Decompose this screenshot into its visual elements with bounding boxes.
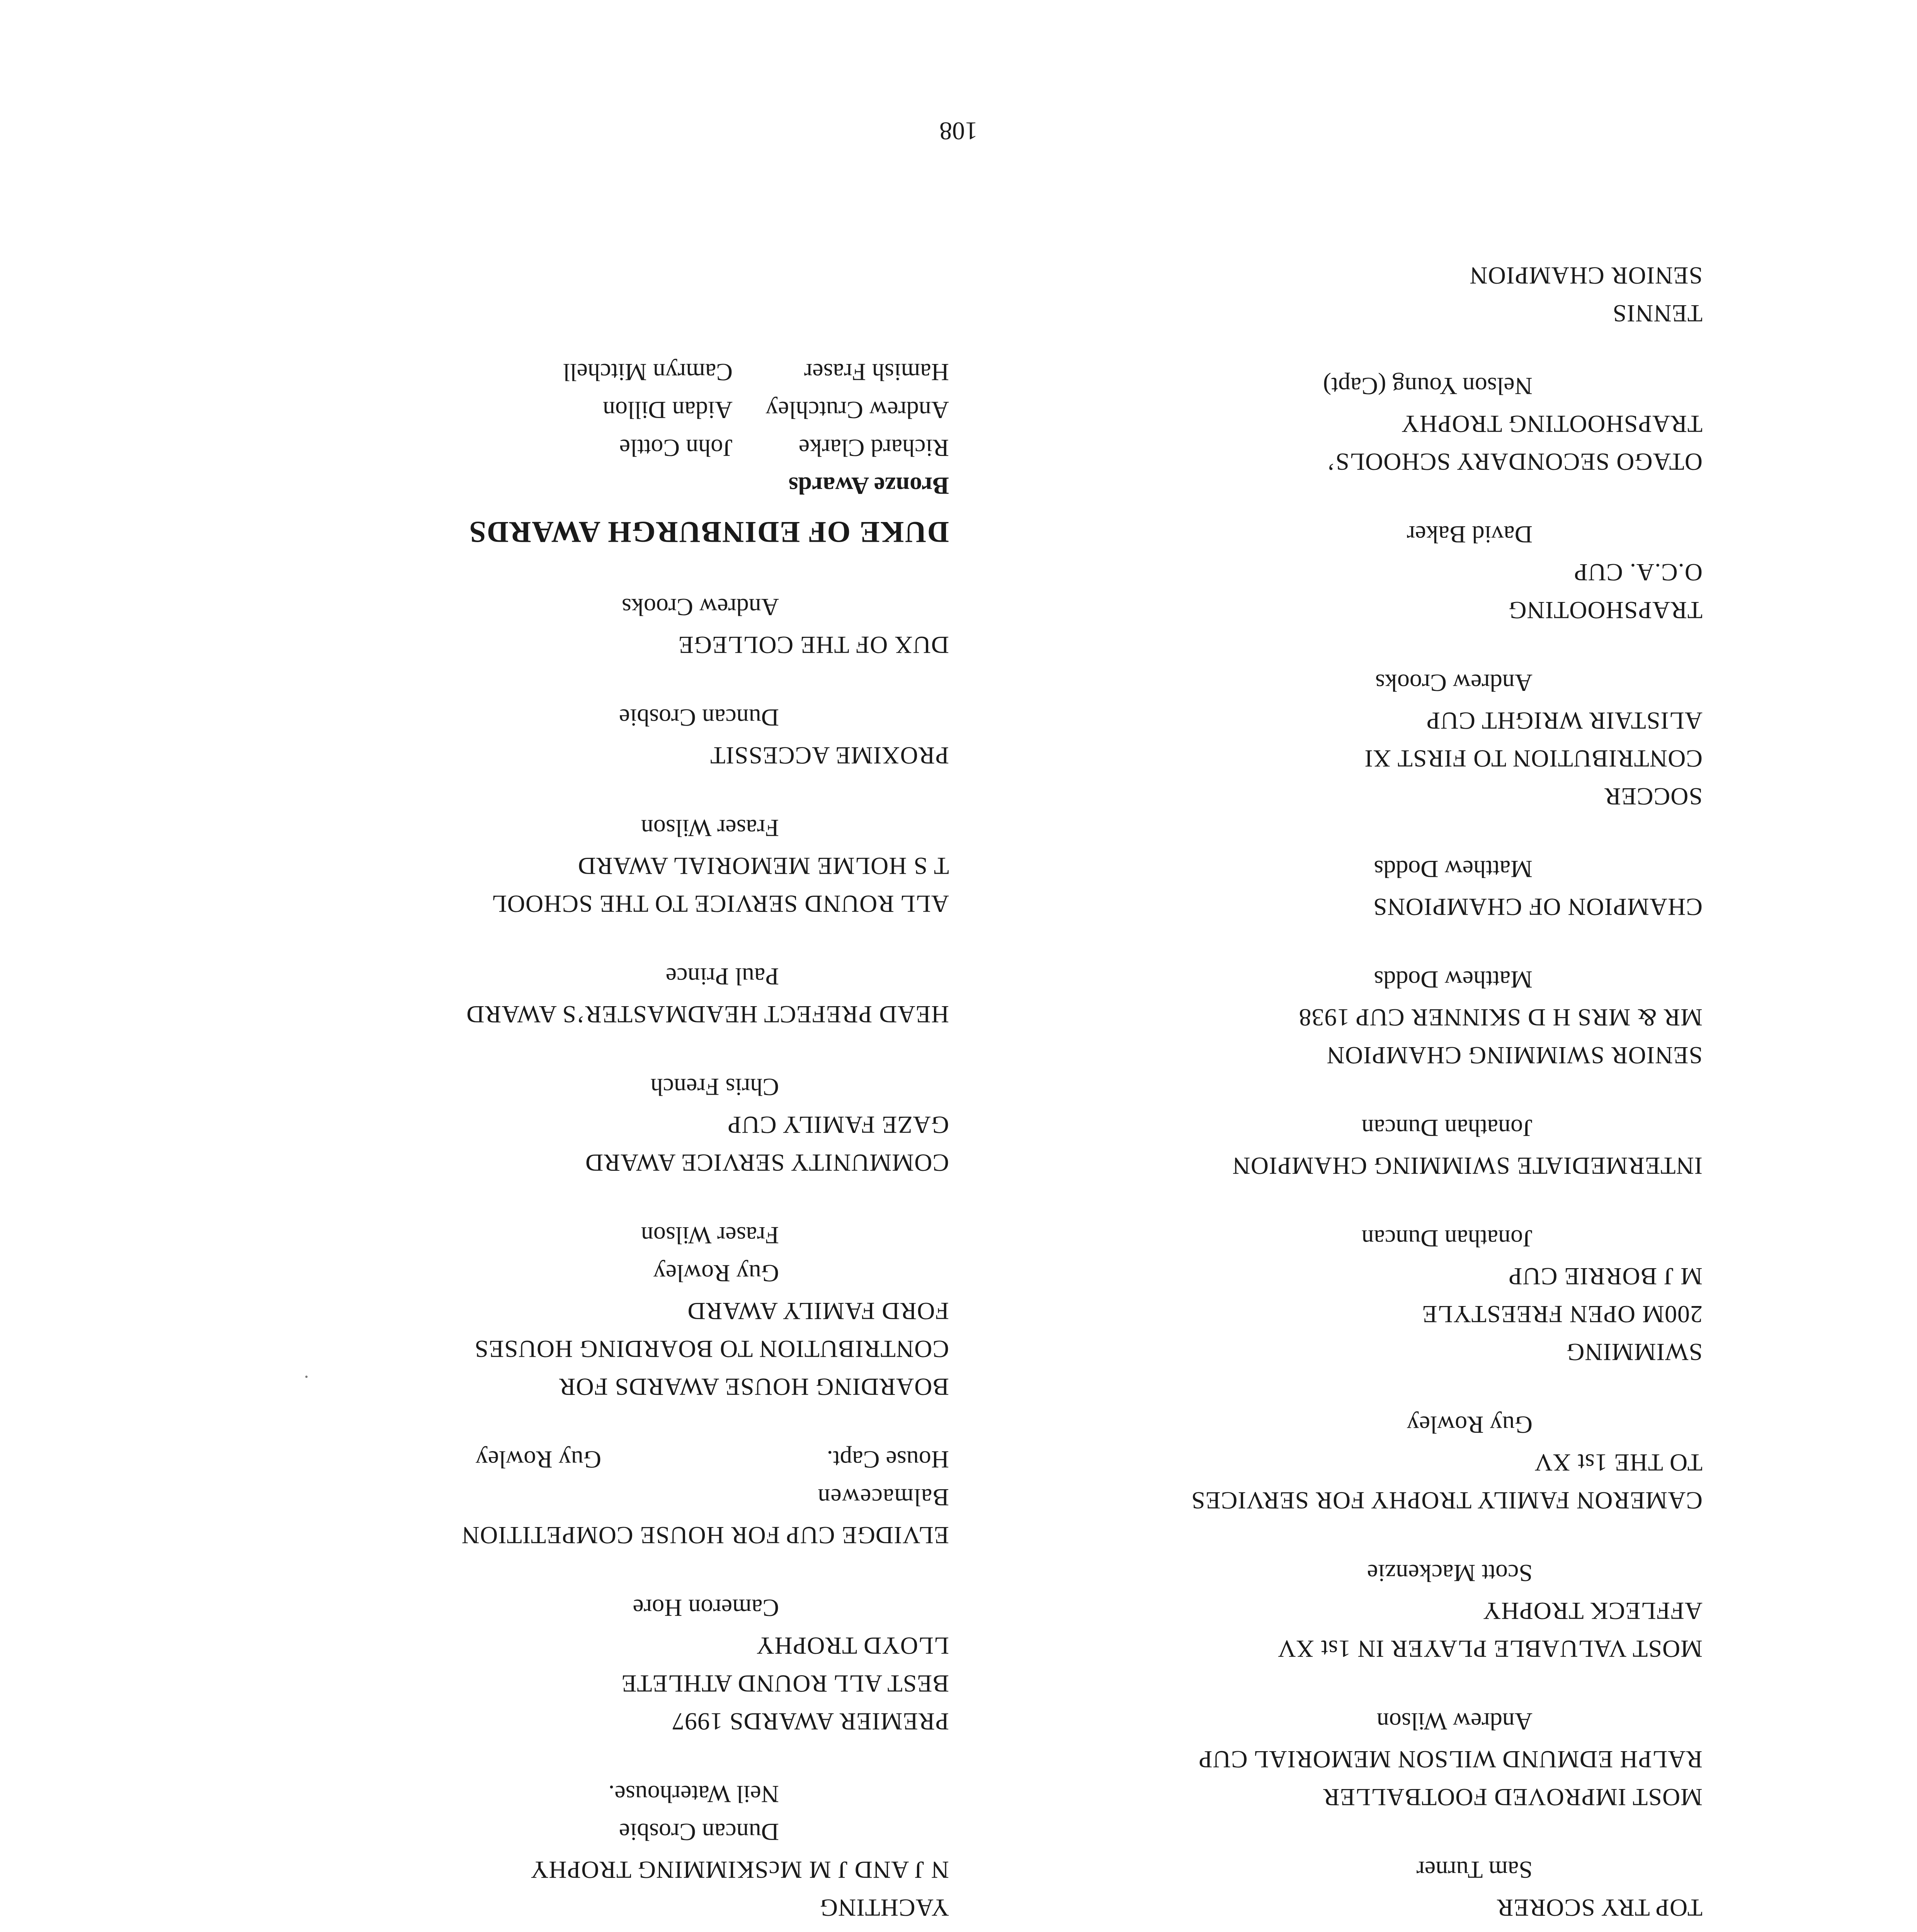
left-column xyxy=(976,222,1703,1932)
award-heading: SENIOR CHAMPION xyxy=(1469,262,1703,289)
recipient-name: Andrew Crooks xyxy=(621,594,779,621)
award-heading: 200M OPEN FREESTYLE xyxy=(1422,1301,1703,1328)
recipient-name: Jonathan Duncan xyxy=(1361,1225,1533,1252)
award-heading: TRAPSHOOTING TROPHY xyxy=(1401,410,1703,438)
bronze-recipient-name: John Cottle xyxy=(619,434,733,462)
award-block xyxy=(223,699,949,774)
house-captain-label: House Capt. xyxy=(827,1446,949,1473)
recipient-name: Matthew Dodds xyxy=(1374,855,1533,883)
award-heading: BOARDING HOUSE AWARDS FOR xyxy=(558,1373,949,1401)
award-heading: TOP TRY SCORER xyxy=(1496,1894,1703,1922)
award-block xyxy=(976,1851,1703,1927)
award-heading: GAZE FAMILY CUP xyxy=(727,1111,949,1139)
right-column-awards xyxy=(223,588,949,1932)
house-captain-row xyxy=(223,1440,949,1478)
award-block xyxy=(976,850,1703,926)
recipient-name: Neil Waterhouse. xyxy=(608,1781,779,1808)
recipient-name: David Baker xyxy=(1407,521,1533,548)
award-heading: CHAMPION OF CHAMPIONS xyxy=(1373,893,1703,921)
award-heading: ALL ROUND SERVICE TO THE SCHOOL xyxy=(491,890,949,918)
award-block xyxy=(223,957,949,1033)
award-heading: ALISTAIR WRIGHT CUP xyxy=(1426,707,1703,735)
award-block xyxy=(976,664,1703,815)
recipient-name: Nelson Young (Capt) xyxy=(1323,372,1533,400)
recipient-name: Andrew Wilson xyxy=(1376,1708,1533,1735)
award-block xyxy=(223,1068,949,1182)
award-heading: MOST IMPROVED FOOTBALLER xyxy=(1323,1784,1703,1811)
right-column xyxy=(223,318,949,1932)
award-heading: COMMUNITY SERVICE AWARD xyxy=(585,1149,949,1177)
award-block xyxy=(976,1109,1703,1185)
duke-of-edinburgh-section xyxy=(223,353,949,553)
award-block xyxy=(976,257,1703,332)
page-number: 108 xyxy=(939,117,978,145)
duke-names-row xyxy=(223,429,949,467)
award-block xyxy=(223,809,949,923)
recipient-name: Paul Prince xyxy=(665,963,779,990)
bronze-recipient-name: Richard Clarke xyxy=(798,434,949,462)
recipient-name: Fraser Wilson xyxy=(641,815,779,842)
award-heading: TENNIS xyxy=(1612,300,1703,327)
recipient-name: Sam Turner xyxy=(1416,1856,1533,1884)
award-block xyxy=(976,515,1703,629)
award-heading: RALPH EDMUND WILSON MEMORIAL CUP xyxy=(1198,1746,1703,1773)
recipient-name: Duncan Crosbie xyxy=(619,1818,779,1846)
award-heading: AFFLECK TROPHY xyxy=(1482,1597,1703,1625)
duke-names-row xyxy=(223,391,949,429)
bronze-awards-subtitle: Bronze Awards xyxy=(788,472,949,500)
award-heading: SOCCER xyxy=(1604,783,1703,810)
award-block xyxy=(223,588,949,664)
award-heading: DUX OF THE COLLEGE xyxy=(678,631,949,659)
award-heading: PROXIME ACCESSIT xyxy=(710,742,949,769)
award-block xyxy=(223,1216,949,1406)
recipient-name: Chris French xyxy=(650,1073,779,1101)
award-heading: CAMERON FAMILY TROPHY FOR SERVICES xyxy=(1191,1487,1703,1514)
recipient-name: Fraser Wilson xyxy=(641,1222,779,1249)
award-heading: SWIMMING xyxy=(1566,1338,1703,1366)
recipient-name: Jonathan Duncan xyxy=(1361,1114,1533,1142)
award-heading: YACHTING xyxy=(819,1894,949,1922)
award-heading: HEAD PREFECT HEADMASTER’S AWARD xyxy=(466,1001,949,1028)
award-heading: TO THE 1st XV xyxy=(1534,1449,1703,1476)
award-block xyxy=(976,1406,1703,1519)
award-block xyxy=(223,1775,949,1927)
award-heading: INTERMEDIATE SWIMMING CHAMPION xyxy=(1232,1152,1703,1180)
award-heading: Balmacewen xyxy=(817,1484,949,1511)
award-block xyxy=(223,1589,949,1740)
award-block xyxy=(976,1219,1703,1371)
recipient-name: Cameron Hore xyxy=(633,1594,779,1622)
award-heading: LLOYD TROPHY xyxy=(756,1632,949,1660)
duke-of-edinburgh-title: DUKE OF EDINBURGH AWARDS xyxy=(468,515,949,549)
duke-of-edinburgh-names xyxy=(223,353,949,467)
award-heading: O.C.A. CUP xyxy=(1573,559,1703,586)
award-block xyxy=(976,1554,1703,1668)
recipient-name: Scott Mackenzie xyxy=(1367,1560,1533,1587)
bronze-recipient-name: Andrew Crutchley xyxy=(765,396,949,424)
award-heading: TRAPSHOOTING xyxy=(1508,597,1703,624)
duke-names-row xyxy=(223,353,949,391)
award-heading: BEST ALL ROUND ATHLETE xyxy=(621,1670,949,1697)
award-heading: MR & MRS H D SKINNER CUP 1938 xyxy=(1298,1004,1703,1031)
award-block xyxy=(976,961,1703,1074)
bronze-recipient-name: Camryn Mitchell xyxy=(563,359,733,386)
award-heading: CONTRIBUTION TO BOARDING HOUSES xyxy=(474,1335,949,1363)
award-heading: OTAGO SECONDARY SCHOOLS’ xyxy=(1326,448,1703,476)
recipient-name: Guy Rowley xyxy=(1407,1411,1533,1439)
award-heading: T S HOLME MEMORIAL AWARD xyxy=(577,852,949,880)
recipient-name: Guy Rowley xyxy=(653,1260,779,1287)
award-heading: N J AND J M McSKIMMING TROPHY xyxy=(530,1856,949,1884)
scan-speck xyxy=(305,1376,308,1378)
bronze-recipient-name: Hamish Fraser xyxy=(804,359,949,386)
award-heading: FORD FAMILY AWARD xyxy=(687,1298,949,1325)
award-heading: ELVIDGE CUP FOR HOUSE COMPETITION xyxy=(461,1522,949,1549)
award-heading: MOST VALUABLE PLAYER IN 1st XV xyxy=(1277,1635,1703,1663)
recipient-name: Matthew Dodds xyxy=(1374,966,1533,993)
recipient-name: Duncan Crosbie xyxy=(619,704,779,731)
award-block xyxy=(976,1702,1703,1816)
award-heading: M J BORRIE CUP xyxy=(1508,1263,1703,1290)
award-heading: PREMIER AWARDS 1997 xyxy=(672,1708,949,1735)
award-block xyxy=(976,367,1703,481)
recipient-name: Andrew Crooks xyxy=(1375,669,1533,697)
bronze-recipient-name: Aidan Dillon xyxy=(603,396,733,424)
award-block xyxy=(223,1440,949,1554)
award-heading: SENIOR SWIMMING CHAMPION xyxy=(1326,1042,1703,1069)
award-heading: CONTRIBUTION TO FIRST XI xyxy=(1364,745,1703,772)
house-captain-name: Guy Rowley xyxy=(475,1446,601,1473)
